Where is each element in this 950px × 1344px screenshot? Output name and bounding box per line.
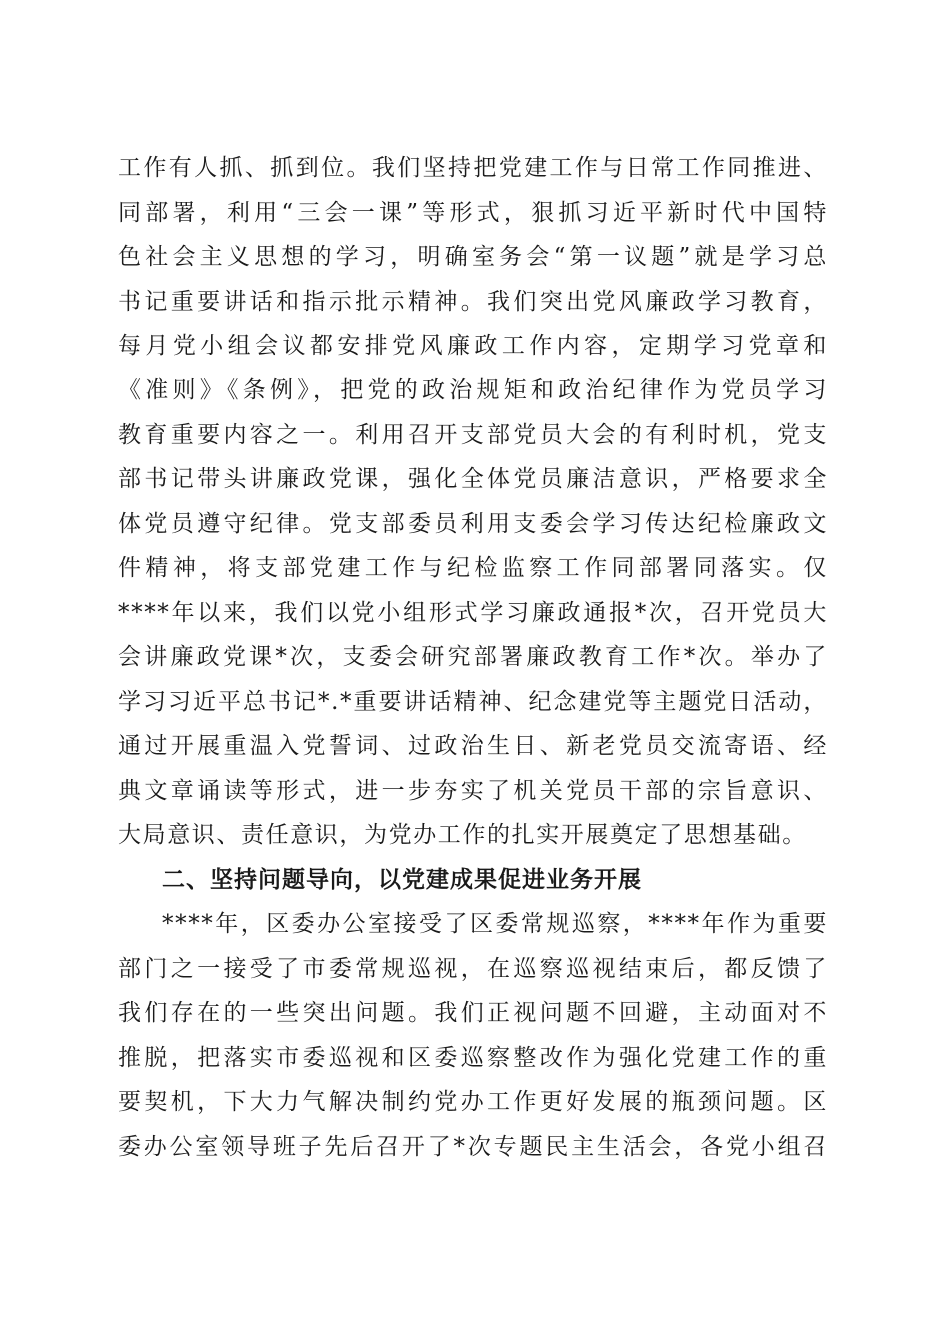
text-line: 我们存在的一些突出问题。我们正视问题不回避，主动面对不 (118, 1000, 828, 1026)
text-line: 教育重要内容之一。利用召开支部党员大会的有利时机，党支 (118, 422, 828, 448)
text-line: ****年，区委办公室接受了区委常规巡察，****年作为重要 (162, 911, 828, 937)
text-line: 通过开展重温入党誓词、过政治生日、新老党员交流寄语、经 (118, 733, 828, 759)
section-heading: 二、坚持问题导向，以党建成果促进业务开展 (162, 867, 642, 893)
text-line: 书记重要讲话和指示批示精神。我们突出党风廉政学习教育， (118, 289, 828, 315)
text-line: 每月党小组会议都安排党风廉政工作内容，定期学习党章和 (118, 333, 828, 359)
text-line: 《准则》《条例》，把党的政治规矩和政治纪律作为党员学习 (118, 377, 828, 403)
text-line: 委办公室领导班子先后召开了*次专题民主生活会，各党小组召 (118, 1134, 828, 1160)
text-line: 典文章诵读等形式，进一步夯实了机关党员干部的宗旨意识、 (118, 778, 828, 804)
text-line: 大局意识、责任意识，为党办工作的扎实开展奠定了思想基础。 (118, 822, 807, 848)
text-line: 学习习近平总书记*.*重要讲话精神、纪念建党等主题党日活动， (118, 689, 828, 715)
text-line: 推脱，把落实市委巡视和区委巡察整改作为强化党建工作的重 (118, 1045, 828, 1071)
text-line: 会讲廉政党课*次，支委会研究部署廉政教育工作*次。举办了 (118, 644, 828, 670)
text-line: 体党员遵守纪律。党支部委员利用支委会学习传达纪检廉政文 (118, 511, 828, 537)
text-line: 件精神，将支部党建工作与纪检监察工作同部署同落实。仅 (118, 555, 828, 581)
text-line: 要契机，下大力气解决制约党办工作更好发展的瓶颈问题。区 (118, 1089, 828, 1115)
text-line: 部书记带头讲廉政党课，强化全体党员廉洁意识，严格要求全 (118, 466, 828, 492)
text-line: 部门之一接受了市委常规巡视，在巡察巡视结束后，都反馈了 (118, 956, 828, 982)
text-line: 色社会主义思想的学习，明确室务会“第一议题”就是学习总 (118, 244, 828, 270)
text-line: ****年以来，我们以党小组形式学习廉政通报*次，召开党员大 (118, 600, 828, 626)
text-line: 工作有人抓、抓到位。我们坚持把党建工作与日常工作同推进、 (118, 155, 828, 181)
text-line: 同部署，利用“三会一课”等形式，狠抓习近平新时代中国特 (118, 200, 828, 226)
